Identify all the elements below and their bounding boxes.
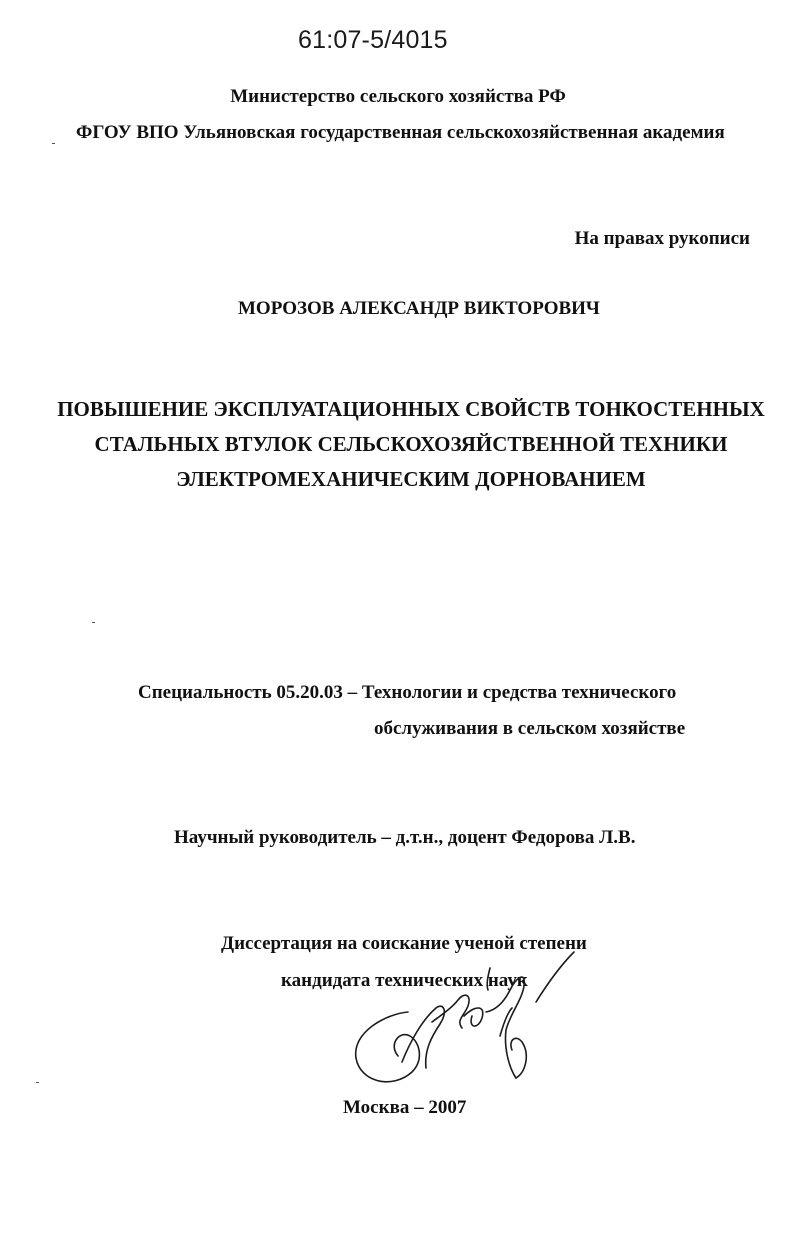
ministry-name: Министерство сельского хозяйства РФ <box>230 86 566 107</box>
handwritten-signature-icon <box>340 950 580 1100</box>
rights-note: На правах рукописи <box>574 228 750 249</box>
scan-speck <box>92 622 95 623</box>
scan-speck <box>52 143 55 144</box>
dissertation-line-1: Диссертация на соискание ученой степени <box>221 933 587 954</box>
dissertation-line-2: кандидата технических наук <box>281 970 528 991</box>
archive-code: 61:07-5/4015 <box>298 26 448 54</box>
specialty-line-1: Специальность 05.20.03 – Технологии и средства технического <box>138 682 677 703</box>
thesis-title-line-3: ЭЛЕКТРОМЕХАНИЧЕСКИМ ДОРНОВАНИЕМ <box>176 467 646 491</box>
scientific-advisor: Научный руководитель – д.т.н., доцент Федорова Л.В. <box>174 827 636 848</box>
author-name: МОРОЗОВ АЛЕКСАНДР ВИКТОРОВИЧ <box>238 298 600 319</box>
thesis-title-line-2: СТАЛЬНЫХ ВТУЛОК СЕЛЬСКОХОЗЯЙСТВЕННОЙ ТЕХНИКИ <box>94 432 728 456</box>
academy-name: ФГОУ ВПО Ульяновская государственная сельскохозяйственная академия <box>76 122 725 143</box>
place-and-year: Москва – 2007 <box>343 1097 467 1118</box>
specialty-line-2: обслуживания в сельском хозяйстве <box>374 718 686 739</box>
scan-speck <box>36 1082 39 1083</box>
thesis-title-line-1: ПОВЫШЕНИЕ ЭКСПЛУАТАЦИОННЫХ СВОЙСТВ ТОНКОСТЕННЫХ <box>57 397 765 421</box>
